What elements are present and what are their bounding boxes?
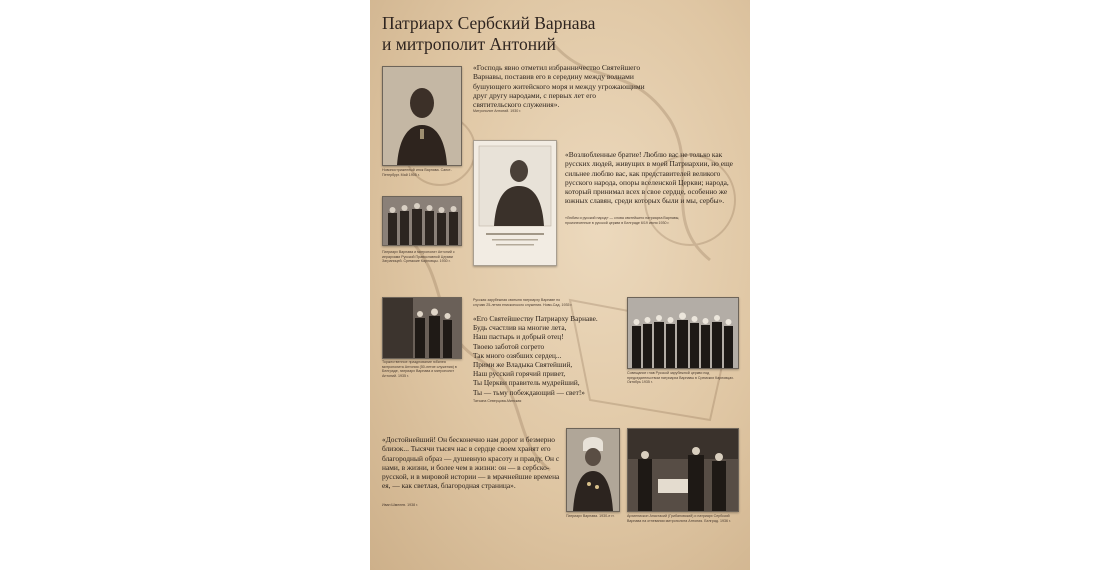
caption-photo-hierarchs: Патриарх Варнава и митрополит Антоний с иерархами Русской Православной Церкви Заграницей. Сремские Карловцы. 1930 г. [382, 250, 455, 264]
quote-antony-author: Митрополит Антоний. 1930 г. [473, 109, 522, 113]
caption-jubilee: Торжественное празднование юбилея митрополита Антония (50-летие служения) в Белграде, патриарх Варнава и митрополит Антоний. 1935 г. [382, 360, 457, 378]
title-line-1: Патриарх Сербский Варнава [382, 13, 596, 33]
quote-patriarch: «Возлюбленные братие! Люблю вас не только как русских людей, живущих в моей Патриархии, но еще сильнее люблю вас, как представителей великого русского народа, опоры вселенской Церкви; народа, который принимал всех в свое сердце, особенно же южных славян, среди которых были и мы, сербы». [565, 150, 733, 206]
poster-title [382, 13, 632, 55]
title-line-2: и митрополит Антоний [382, 34, 556, 54]
quote-antony: «Господь явно отметил избранничество Святейшего Варнавы, поставив его в середину между волнами бушующего житейского моря и между угрожающими друг другу народами, с первых лет его святительского служения». [473, 63, 645, 110]
caption-funeral: Архиепископ Анастасий (Грибановский) и патриарх Сербский Варнава на отпевании митрополита Антония. Белград. 1936 г. [627, 514, 731, 523]
quote-patriarch-source: «Любим и русский народ» — слова святейшего патриарха Варнавы, произнесенные в русской церкви в Белграде 6/19 июня 1930 г. [565, 216, 680, 225]
caption-photo-monk: Новопостриженный инок Варнава. Санкт-Петербург. Май 1905 г. [382, 168, 452, 177]
caption-framed-portrait: Русская зарубежная святыня патриарху Варнаве по случаю 25-летия епископского служения. Нови-Сад. 1935 г. [473, 298, 573, 307]
caption-patriarch-portrait: Патриарх Варнава. 1930-е гг. [566, 514, 615, 518]
poem-author: Татьяна Северцова-Минская [473, 399, 522, 403]
photo-monk-varnava [382, 66, 462, 166]
poster [370, 0, 750, 570]
photo-patriarch-decorations [566, 428, 620, 512]
photo-jubilee-ceremony [382, 297, 462, 359]
caption-council: Совещание глав Русской зарубежной церкви под председательством патриарха Варнавы в Сремских Карловцах. Октябрь 1935 г. [627, 371, 735, 385]
photo-church-council [627, 297, 739, 369]
photo-funeral-service [627, 428, 739, 512]
poem-severtsova: «Его Святейшеству Патриарху Варнаве. Будь счастлив на многие лета, Наш пастырь и добрый отец! Твоею заботой согрето Так много озябших сердец... Прими же Владыка Святейший, Наш русский горячий привет, Ты Церкви правитель мудрейший, Ты — тьму побеждающий — свет!» [473, 314, 598, 397]
photo-patriarch-portrait-framed [473, 140, 557, 266]
quote-shmelev-author: Иван Шмелев. 1938 г. [382, 503, 418, 507]
photo-hierarchs-group [382, 196, 462, 246]
quote-shmelev: «Достойнейший! Он бесконечно нам дорог и безмерно близок... Тысячи тысяч нас в сердце своем хранят его благородный образ — душевную красоту и правду. Он с нами, в жизни, и более чем в жизни: он — в сербско-русской, и в мировой истории — в мрачнейшие времена ея, — как светлая, благородная страница». [382, 435, 560, 491]
